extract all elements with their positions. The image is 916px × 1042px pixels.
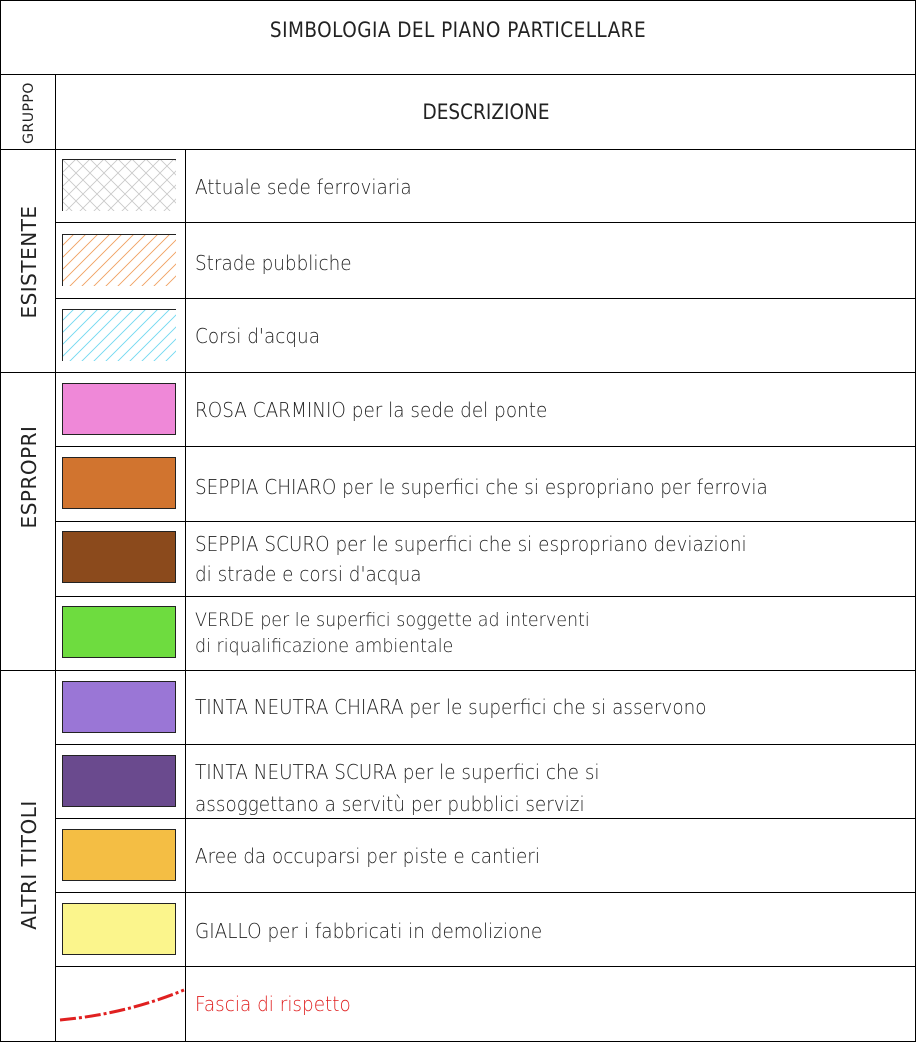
hatch-cyan-swatch <box>62 309 176 361</box>
desc-fascia-rispetto: Fascia di rispetto <box>195 992 351 1016</box>
header-description: DESCRIZIONE <box>422 100 550 124</box>
group-label-altri-titoli: ALTRI TITOLI <box>17 800 41 930</box>
group-divider <box>0 372 916 373</box>
giallo-swatch <box>62 903 176 955</box>
hatch-orange-swatch <box>62 234 176 286</box>
seppia-scuro-swatch <box>62 531 176 583</box>
fascia-rispetto-line-icon <box>56 980 186 1028</box>
aree-cantieri-swatch <box>62 829 176 881</box>
group-divider <box>0 670 916 671</box>
group-column-divider <box>55 74 56 1042</box>
header-group: GRUPPO <box>21 82 37 144</box>
tinta-neutra-chiara-swatch <box>62 681 176 733</box>
desc-giallo: GIALLO per i fabbricati in demolizione <box>195 919 543 943</box>
desc-aree-cantieri: Aree da occuparsi per piste e cantieri <box>195 844 540 868</box>
header-divider <box>0 149 916 150</box>
tinta-neutra-scura-swatch <box>62 755 176 807</box>
desc-corsi-acqua: Corsi d'acqua <box>195 324 320 348</box>
desc-strade-pubbliche: Strade pubbliche <box>195 251 352 275</box>
desc-verde: VERDE per le superfici soggette ad interventi di riqualificazione ambientale <box>195 609 590 657</box>
desc-rosa-carminio: ROSA CARMINIO per la sede del ponte <box>195 398 548 422</box>
crosshatch-grey-swatch <box>62 159 176 211</box>
verde-swatch <box>62 606 176 658</box>
swatch-column-divider <box>185 149 186 1042</box>
title-divider <box>0 74 916 75</box>
seppia-chiaro-swatch <box>62 457 176 509</box>
desc-tinta-neutra-chiara: TINTA NEUTRA CHIARA per le superfici che si asservono <box>195 695 707 719</box>
desc-tinta-neutra-scura: TINTA NEUTRA SCURA per le superfici che si assoggettano a servitù per pubblici servizi <box>195 760 600 816</box>
rosa-carminio-swatch <box>62 383 176 435</box>
legend-title: SIMBOLOGIA DEL PIANO PARTICELLARE <box>269 18 647 42</box>
group-label-espropri: ESPROPRI <box>17 425 41 529</box>
desc-seppia-chiaro: SEPPIA CHIARO per le superfici che si espropriano per ferrovia <box>195 475 768 499</box>
desc-seppia-scuro: SEPPIA SCURO per le superfici che si espropriano deviazioni di strade e corsi d'acqua <box>195 532 747 586</box>
desc-attuale-sede: Attuale sede ferroviaria <box>195 175 412 199</box>
group-label-esistente: ESISTENTE <box>17 205 41 319</box>
